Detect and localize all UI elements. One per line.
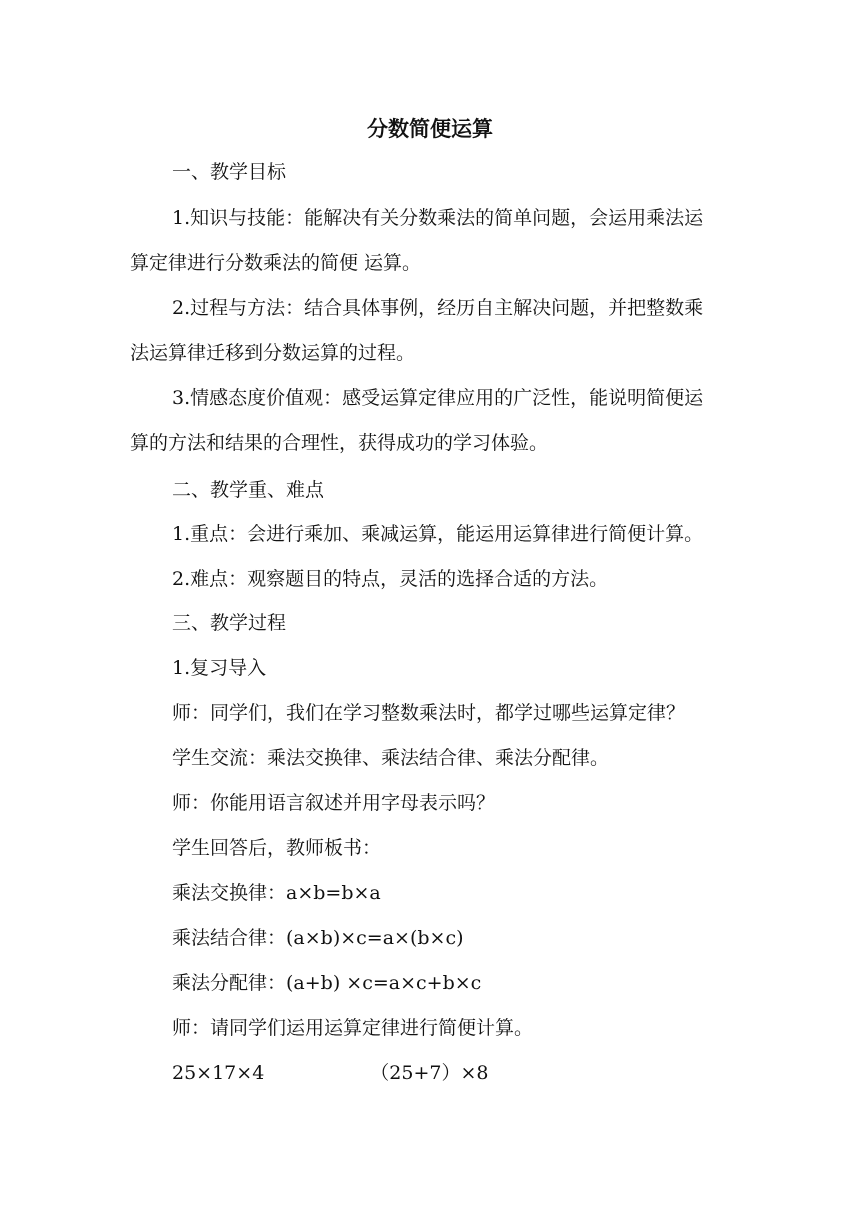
key-point-2: 2.难点：观察题目的特点，灵活的选择合适的方法。 — [172, 568, 609, 590]
process-step-1: 1.复习导入 — [172, 657, 267, 679]
exercise-1: 25×17×4 — [172, 1062, 265, 1084]
objective-3-line-1: 3.情感态度价值观：感受运算定律应用的广泛性，能说明简便运 — [172, 387, 704, 409]
objective-2-line-1: 2.过程与方法：结合具体事例，经历自主解决问题，并把整数乘 — [172, 297, 704, 319]
dialog-line-3: 师：你能用语言叙述并用字母表示吗？ — [172, 792, 496, 814]
dialog-line-1: 师：同学们，我们在学习整数乘法时，都学过哪些运算定律？ — [172, 702, 686, 724]
law-distributive: 乘法分配律：(a+b) ×c=a×c+b×c — [172, 972, 482, 994]
section-heading-process: 三、教学过程 — [172, 612, 287, 634]
exercise-2: （25+7）×8 — [370, 1062, 489, 1084]
dialog-line-5: 师：请同学们运用运算定律进行简便计算。 — [172, 1017, 534, 1039]
objective-1-line-1: 1.知识与技能：能解决有关分数乘法的简单问题，会运用乘法运 — [172, 207, 704, 229]
section-heading-objectives: 一、教学目标 — [172, 161, 287, 183]
objective-2-line-2: 法运算律迁移到分数运算的过程。 — [130, 342, 416, 364]
dialog-line-4: 学生回答后，教师板书： — [172, 837, 382, 859]
section-heading-key-points: 二、教学重、难点 — [172, 479, 325, 501]
key-point-1: 1.重点：会进行乘加、乘减运算，能运用运算律进行简便计算。 — [172, 523, 704, 545]
page-title: 分数简便运算 — [367, 117, 493, 141]
law-associative: 乘法结合律：(a×b)×c=a×(b×c) — [172, 927, 464, 949]
objective-3-line-2: 算的方法和结果的合理性，获得成功的学习体验。 — [130, 432, 549, 454]
dialog-line-2: 学生交流：乘法交换律、乘法结合律、乘法分配律。 — [172, 747, 610, 769]
exercise-row — [172, 1059, 489, 1087]
law-commutative: 乘法交换律：a×b=b×a — [172, 882, 381, 904]
objective-1-line-2: 算定律进行分数乘法的简便 运算。 — [130, 252, 422, 274]
